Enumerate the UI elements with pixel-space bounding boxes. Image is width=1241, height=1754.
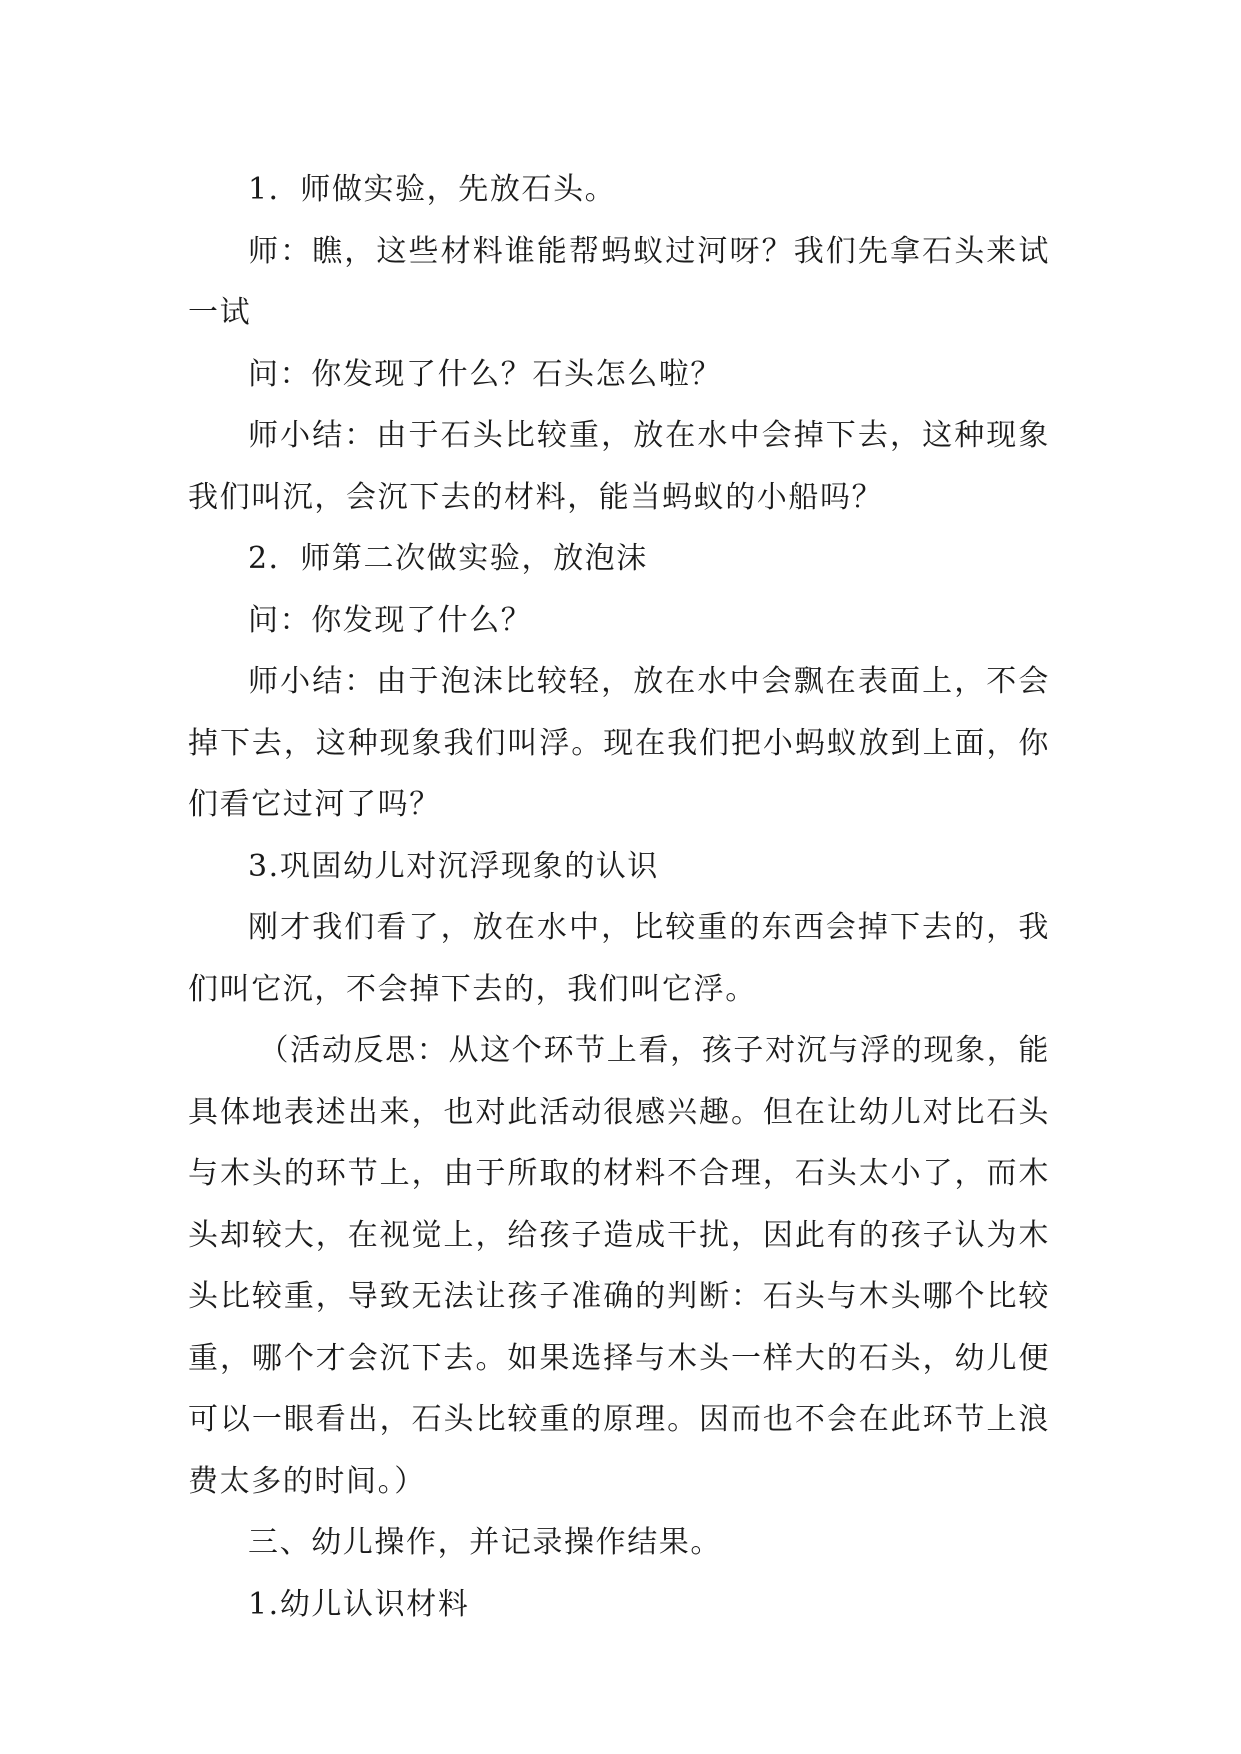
paragraph-question-stone: 问：你发现了什么？石头怎么啦？ bbox=[248, 356, 722, 392]
paragraph-step-1: 1．师做实验，先放石头。 bbox=[248, 172, 617, 207]
paragraph-recap: 刚才我们看了，放在水中，比较重的东西会掉下去的，我们叫它沉，不会掉下去的，我们叫它浮。 bbox=[188, 910, 1050, 1007]
paragraph-step-3: 3.巩固幼儿对沉浮现象的认识 bbox=[248, 848, 660, 884]
paragraph-step-2: 2．师第二次做实验，放泡沫 bbox=[248, 541, 648, 576]
paragraph-summary-float: 师小结：由于泡沫比较轻，放在水中会飘在表面上，不会掉下去，这种现象我们叫浮。现在我们把小蚂蚁放到上面，你们看它过河了吗？ bbox=[188, 664, 1050, 822]
paragraph-materials: 1.幼儿认识材料 bbox=[248, 1586, 470, 1622]
paragraph-section-three: 三、幼儿操作，并记录操作结果。 bbox=[248, 1525, 722, 1560]
paragraph-question-foam: 问：你发现了什么？ bbox=[248, 602, 533, 638]
document-body bbox=[188, 159, 1050, 1635]
paragraph-reflection: （活动反思：从这个环节上看，孩子对沉与浮的现象，能具体地表述出来，也对此活动很感兴趣。但在让幼儿对比石头与木头的环节上，由于所取的材料不合理，石头太小了，而木头却较大，在视觉上，给孩子造成干扰，因此有的孩子认为木头比较重，导致无法让孩子准确的判断：石头与木头哪个比较重，哪个才会沉下去。如果选择与木头一样大的石头，幼儿便可以一眼看出，石头比较重的原理。因而也不会在此环节上浪费太多的时间。） bbox=[188, 1033, 1050, 1499]
paragraph-summary-sink: 师小结：由于石头比较重，放在水中会掉下去，这种现象我们叫沉，会沉下去的材料，能当蚂蚁的小船吗？ bbox=[188, 418, 1050, 515]
paragraph-teacher-question: 师：瞧，这些材料谁能帮蚂蚁过河呀？我们先拿石头来试一试 bbox=[188, 233, 1050, 330]
